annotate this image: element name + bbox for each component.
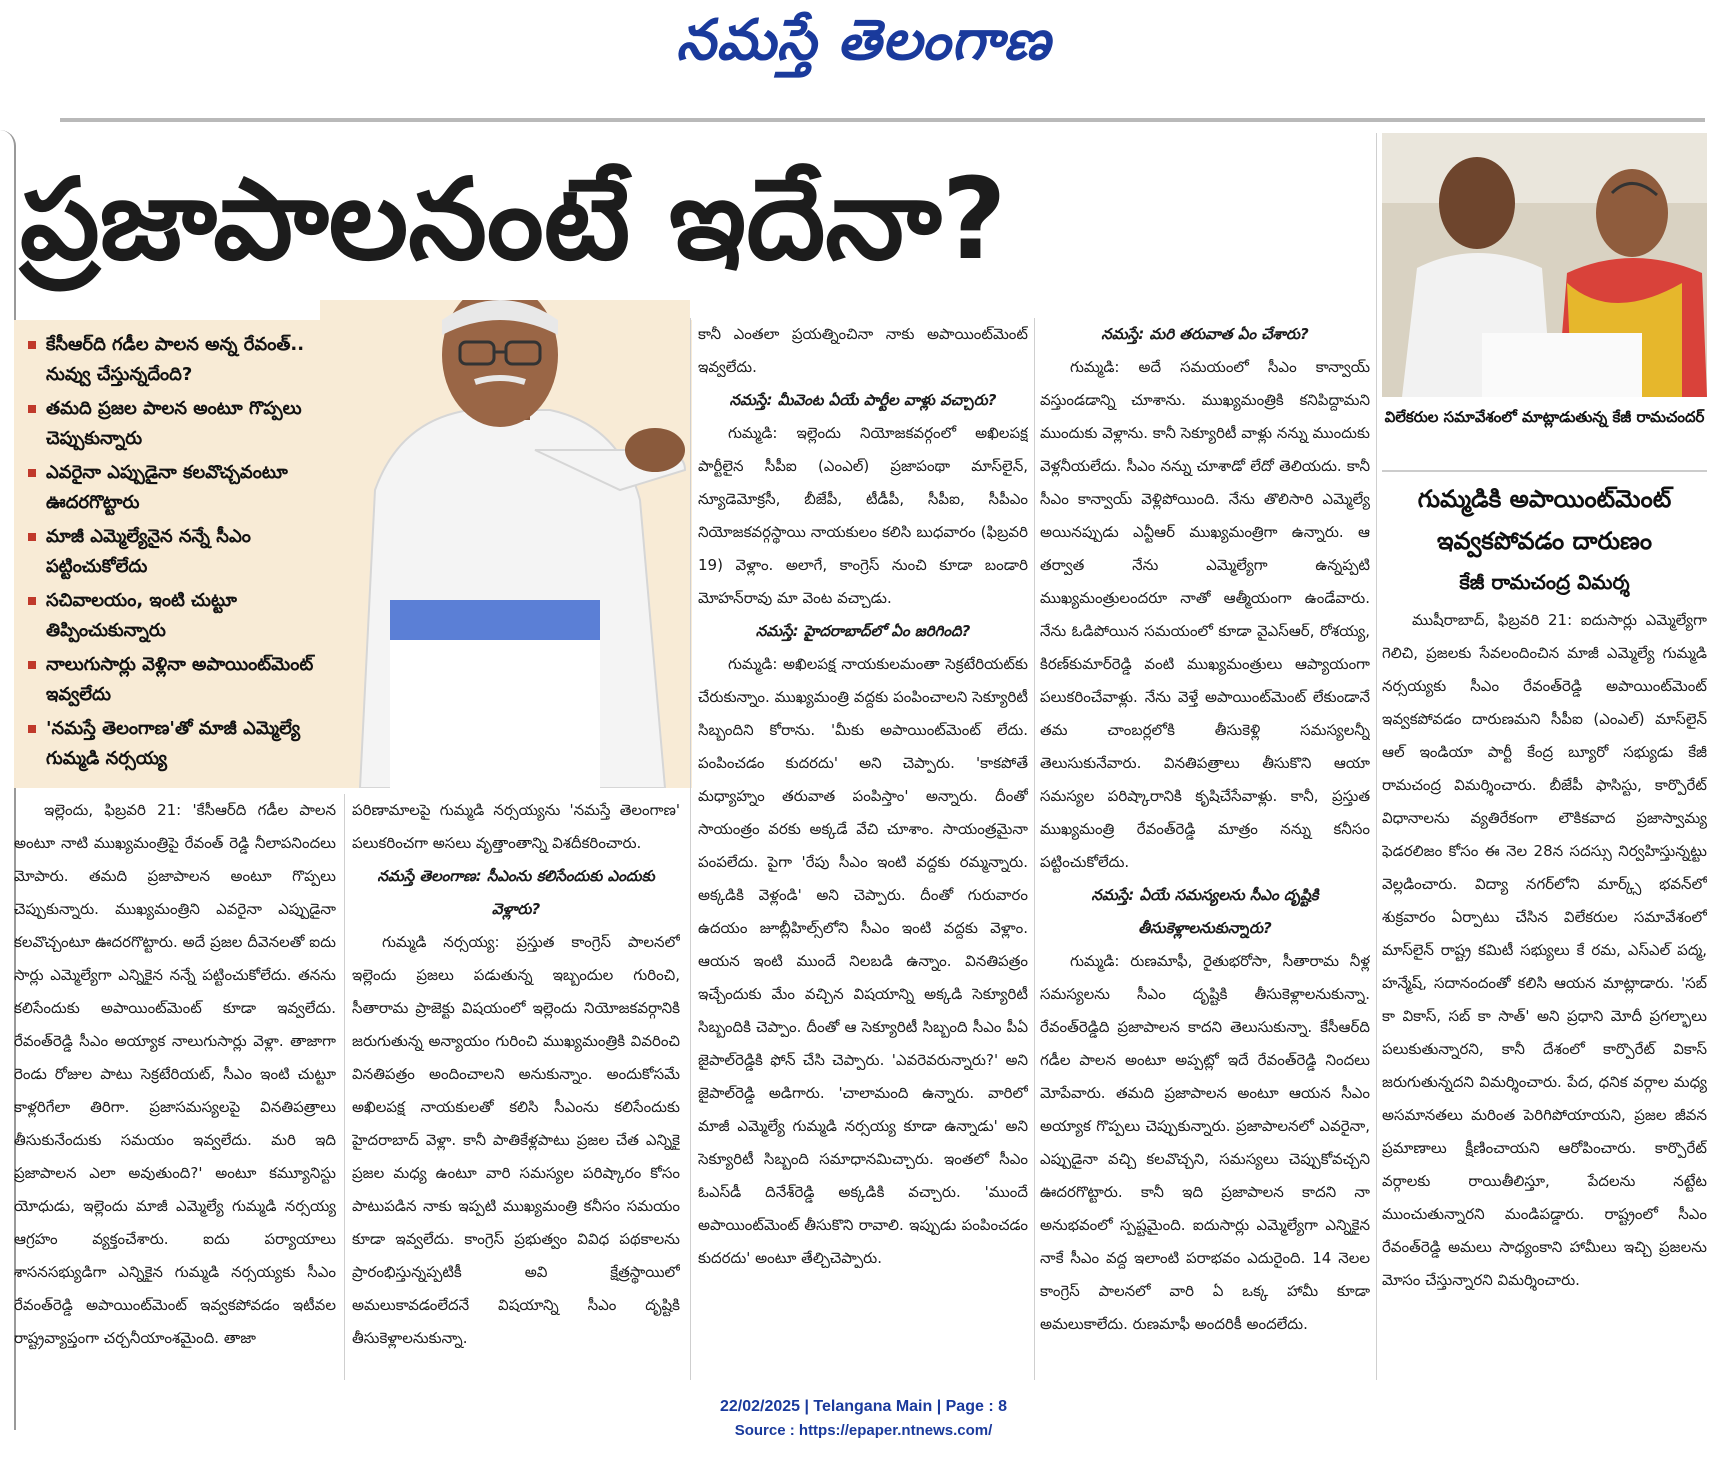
footer-source-link[interactable]: Source : https://epaper.ntnews.com/: [734, 1422, 993, 1439]
interview-answer: గుమ్మడి: అఖిలపక్ష నాయకులమంతా సెక్రటేరియట్‌కు చేరుకున్నాం. ముఖ్యమంత్రి వద్దకు పంపించాలని సెక్యూరిటీ సిబ్బందిని కోరాను. 'మీకు అపాయింట్‌మెంట్‌ లేదు. పంపించడం కుదరదు' అని చెప్పారు. 'కాకపోతే మధ్యాహ్నం తరువాత పంపిస్తాం' అన్నారు. దీంతో సాయంత్రం వరకు అక్కడే వేచి చూశాం. సాయంత్రమైనా పంపలేదు. పైగా 'రేపు సీఎం ఇంటి వద్దకు రమ్మన్నారు. అక్కడికి వెళ్లండి' అని చెప్పారు. దీంతో గురువారం ఉదయం జూబ్లీహిల్స్‌లోని సీఎం ఇంటి వద్దకు వెళ్లాం. ఆయన ఇంటి ముందే నిలబడి ఉన్నాం. వినతిపత్రం ఇచ్చేందుకు మేం వచ్చిన విషయాన్ని అక్కడి సెక్యూరిటీ సిబ్బందికి చెప్పాం. దీంతో ఆ సెక్యూరిటీ సిబ్బంది సీఎం పీఏ జైపాల్‌రెడ్డికి ఫోన్‌ చేసి చెప్పారు. 'ఎవరెవరున్నారు?' అని జైపాల్‌రెడ్డి అడిగారు. 'చాలామంది ఉన్నారు. వారిలో మాజీ ఎమ్మెల్యే గుమ్మడి నర్సయ్య కూడా ఉన్నాడు' అని సెక్యూరిటీ సిబ్బంది సమాధానమిచ్చారు. ఇంతలో సీఎం ఓఎస్‌డీ దినేశ్‌రెడ్డి అక్కడికి వచ్చారు. 'ముందే అపాయింట్‌మెంట్‌ తీసుకొని రావాలి. ఇప్పుడు పంపించడం కుదరదు' అంటూ తేల్చిచెప్పారు.: [698, 655, 1028, 1267]
sidebar-divider: [1382, 470, 1707, 472]
article-column-1: [14, 794, 336, 1355]
photo-caption: విలేకరుల సమావేశంలో మాట్లాడుతున్న కేజీ రామచందర్‌: [1384, 408, 1705, 426]
interview-question: నమస్తే: మరి తరువాత ఏం చేశారు?: [1101, 325, 1309, 343]
interview-question: నమస్తే: ఏయే సమస్యలను సీఎం దృష్టికి తీసుకెళ్లాలనుకున్నారు?: [1091, 886, 1319, 937]
page-headline: ప్రజాపాలనంటే ఇదేనా?: [20, 155, 1007, 285]
interview-answer: గుమ్మడి నర్సయ్య: ప్రస్తుత కాంగ్రెస్‌ పాలనలో ఇల్లెందు ప్రజలు పడుతున్న ఇబ్బందుల గురించి, సీతారామ ప్రాజెక్టు విషయంలో ఇల్లెందు నియోజకవర్గానికి జరుగుతున్న అన్యాయం గురించి ముఖ్యమంత్రికి వివరించి వినతిపత్రం అందించాలని అనుకున్నాం. అందుకోసమే అఖిలపక్ష నాయకులతో కలిసి సీఎంను కలిసేందుకు హైదరాబాద్‌ వెళ్లా. కానీ పాతికేళ్లపాటు ప్రజల చేత ఎన్నికై ప్రజల మధ్య ఉంటూ వారి సమస్యల పరిష్కారం కోసం పాటుపడిన నాకు ఇప్పటి ముఖ్యమంత్రి కనీసం సమయం కూడా ఇవ్వలేదు. కాంగ్రెస్‌ ప్రభుత్వం వివిధ పథకాలను ప్రారంభిస్తున్నప్పటికీ అవి క్షేత్రస్థాయిలో అమలుకావడంలేదనే విషయాన్ని సీఎం దృష్టికి తీసుకెళ్లాలనుకున్నా.: [352, 933, 680, 1347]
interview-answer: గుమ్మడి: రుణమాఫీ, రైతుభరోసా, సీతారామ నీళ్ల సమస్యలను సీఎం దృష్టికి తీసుకెళ్లాలనుకున్నా. రేవంత్‌రెడ్డిది ప్రజాపాలన కాదని తెలుసుకున్నా. కేసీఆర్‌ది గడీల పాలన అంటూ అప్పట్లో ఇదే రేవంత్‌రెడ్డి నిందలు మోపేవారు. తమది ప్రజాపాలన అంటూ ఆయన సీఎం అయ్యాక గొప్పలు చెప్పుకున్నారు. ప్రజాపాలనలో ఎవరైనా, ఎప్పుడైనా వచ్చి కలవొచ్చని, సమస్యలు చెప్పుకోవచ్చని ఊదరగొట్టారు. కానీ ఇది ప్రజాపాలన కాదని నా అనుభవంలో స్పష్టమైంది. ఐదుసార్లు ఎమ్మెల్యేగా ఎన్నికైన నాకే సీఎం వద్ద ఇలాంటి పరాభవం ఎదురైంది. 14 నెలల కాంగ్రెస్‌ పాలనలో వారి ఏ ఒక్క హామీ కూడా అమలుకాలేదు. రుణమాఫీ అందరికీ అందలేదు.: [1040, 952, 1370, 1333]
highlight-item: కేసీఆర్‌ది గడీల పాలన అన్న రేవంత్‌.. నువ్వు చేస్తున్నదేంది?: [28, 330, 328, 390]
highlight-item: సచివాలయం, ఇంటి చుట్టూ తిప్పించుకున్నారు: [28, 586, 328, 646]
column-divider: [1376, 133, 1377, 1380]
article-column-2: [352, 794, 680, 1355]
highlight-item: నాలుగుసార్లు వెళ్లినా అపాయింట్‌మెంట్‌ ఇవ్వలేదు: [28, 650, 328, 710]
interview-answer: గుమ్మడి: ఇల్లెందు నియోజకవర్గంలో అఖిలపక్ష పార్టీలైన సీపీఐ (ఎంఎల్‌) ప్రజాపంథా మాస్‌లైన్‌, న్యూడెమోక్రసీ, బీజేపీ, టీడీపీ, సీపీఐ, సీపీఎం నియోజకవర్గస్థాయి నాయకులం కలిసి బుధవారం (ఫిబ్రవరి 19) వెళ్లాం. అలాగే, కాంగ్రెస్‌ నుంచి కూడా బండారి మోహన్‌రావు మా వెంట వచ్చాడు.: [698, 424, 1028, 607]
sidebar-article: [1382, 604, 1707, 1297]
article-paragraph: పరిణామాలపై గుమ్మడి నర్సయ్యను 'నమస్తే తెలంగాణ' పలుకరించగా అసలు వృత్తాంతాన్ని విశదీకరించారు.: [352, 801, 680, 852]
gummadi-narsaiah-photo: [320, 300, 690, 788]
column-divider: [690, 318, 691, 1380]
highlight-item: ఎవరైనా ఎప్పుడైనా కలవొచ్చవంటూ ఊదరగొట్టారు: [28, 458, 328, 518]
highlights-list: [14, 320, 328, 774]
article-column-3: [698, 318, 1028, 1275]
interview-question: నమస్తే: హైదరాబాద్‌లో ఏం జరిగింది?: [755, 622, 971, 640]
footer-edition-info: 22/02/2025 | Telangana Main | Page : 8: [719, 1398, 1007, 1415]
column-divider: [344, 794, 345, 1380]
article-paragraph: ఇల్లెందు, ఫిబ్రవరి 21: 'కేసీఆర్‌ది గడీల పాలన అంటూ నాటి ముఖ్యమంత్రిపై రేవంత్‌ రెడ్డి నీలాపనిందలు మోపారు. తమది ప్రజాపాలన అంటూ గొప్పలు చెప్పుకున్నారు. ముఖ్యమంత్రిని ఎవరైనా ఎప్పుడైనా కలవొచ్చంటూ ఊదరగొట్టారు. అదే ప్రజల దీవెనలతో ఐదు సార్లు ఎమ్మెల్యేగా ఎన్నికైన నన్నే పట్టించుకోలేదు. తనను కలిసేందుకు అపాయింట్‌మెంట్‌ కూడా ఇవ్వలేదు. రేవంత్‌రెడ్డి సీఎం అయ్యాక నాలుగుసార్లు వెళ్లా. తాజాగా రెండు రోజుల పాటు సెక్రటేరియట్‌, సీఎం ఇంటి చుట్టూ కాళ్లరిగేలా తిరిగా. ప్రజాసమస్యలపై వినతిపత్రాలు తీసుకునేందుకు సమయం ఇవ్వలేదు. మరి ఇది ప్రజాపాలన ఎలా అవుతుంది?' అంటూ కమ్యూనిస్టు యోధుడు, ఇల్లెందు మాజీ ఎమ్మెల్యే గుమ్మడి నర్సయ్య ఆగ్రహం వ్యక్తంచేశారు. ఐదు పర్యాయాలు శాసనసభ్యుడిగా ఎన్నికైన గుమ్మడి నర్సయ్యకు సీఎం రేవంత్‌రెడ్డి అపాయింట్‌మెంట్‌ ఇవ్వకపోవడం ఇటీవల రాష్ట్రవ్యాప్తంగా చర్చనీయాంశమైంది. తాజా: [14, 801, 336, 1347]
highlight-item: తమది ప్రజల పాలన అంటూ గొప్పలు చెప్పుకున్నారు: [28, 394, 328, 454]
highlight-item: మాజీ ఎమ్మెల్యేనైన నన్నే సీఎం పట్టించుకోలేదు: [28, 522, 328, 582]
article-paragraph: కానీ ఎంతలా ప్రయత్నించినా నాకు అపాయింట్‌మెంట్‌ ఇవ్వలేదు.: [698, 325, 1028, 376]
article-column-4: [1040, 318, 1370, 1341]
highlight-item: 'నమస్తే తెలంగాణ'తో మాజీ ఎమ్మెల్యే గుమ్మడి నర్సయ్య: [28, 714, 328, 774]
interview-answer: గుమ్మడి: అదే సమయంలో సీఎం కాన్వాయ్‌ వస్తుండడాన్ని చూశాను. ముఖ్యమంత్రికి కనిపిద్దామని ముందుకు వెళ్లాను. కానీ సెక్యూరిటీ వాళ్లు నన్ను ముందుకు వెళ్లనీయలేదు. సీఎం నన్ను చూశాడో లేదో తెలియదు. కానీ సీఎం కాన్వాయ్‌ వెళ్లిపోయింది. నేను తొలిసారి ఎమ్మెల్యే అయినప్పుడు ఎన్టీఆర్‌ ముఖ్యమంత్రిగా ఉన్నారు. ఆ తర్వాత నేను ఎమ్మెల్యేగా ఉన్నప్పటి ముఖ్యమంత్రులందరూ నాతో ఆత్మీయంగా ఉండేవారు. నేను ఓడిపోయిన సమయంలో కూడా వైఎస్‌ఆర్‌, రోశయ్య, కిరణ్‌కుమార్‌రెడ్డి వంటి ముఖ్యమంత్రులు ఆప్యాయంగా పలుకరించేవాళ్లు. నేను వెళ్తే అపాయింట్‌మెంట్‌ లేకుండానే తమ చాంబర్లలోకి తీసుకెళ్లి సమస్యలన్నీ తెలుసుకునేవారు. వినతిపత్రాలు తీసుకొని ఆయా సమస్యల పరిష్కారానికి కృషిచేసేవాళ్లు. కానీ, ప్రస్తుత ముఖ్యమంత్రి రేవంత్‌రెడ్డి మాత్రం నన్ను కనీసం పట్టించుకోలేదు.: [1040, 358, 1370, 871]
sidebar-byline: కేజీ రామచంద్ర విమర్శ: [1459, 570, 1630, 594]
sidebar-headline: గుమ్మడికి అపాయింట్‌మెంట్‌ ఇవ్వకపోవడం దారుణం: [1417, 485, 1672, 555]
interview-question: నమస్తే: మీవెంట ఏయే పార్టీల వాళ్లు వచ్చారు?: [729, 391, 997, 409]
masthead-logo: నమస్తే తెలంగాణ: [676, 8, 1051, 73]
interview-question: నమస్తే తెలంగాణ: సీఎంను కలిసేందుకు ఎందుకు వెళ్లారు?: [377, 867, 655, 918]
column-divider: [1034, 318, 1035, 1380]
sidebar-paragraph: ముషీరాబాద్‌, ఫిబ్రవరి 21: ఐదుసార్లు ఎమ్మెల్యేగా గెలిచి, ప్రజలకు సేవలందించిన మాజీ ఎమ్మెల్యే గుమ్మడి నర్సయ్యకు సీఎం రేవంత్‌రెడ్డి అపాయింట్‌మెంట్‌ ఇవ్వకపోవడం దారుణమని సీపీఐ (ఎంఎల్‌) మాస్‌లైన్‌ ఆల్‌ ఇండియా పార్టీ కేంద్ర బ్యూరో సభ్యుడు కేజీ రామచంద్ర విమర్శించారు. బీజేపీ ఫాసిస్టు, కార్పొరేట్‌ విధానాలను వ్యతిరేకంగా లౌకికవాద ప్రజాస్వామ్య ఫెడరలిజం కోసం ఈ నెల 28న సదస్సు నిర్వహిస్తున్నట్టు వెల్లడించారు. విద్యా నగర్‌లోని మార్క్స్‌ భవన్‌లో శుక్రవారం ఏర్పాటు చేసిన విలేకరుల సమావేశంలో మాస్‌లైన్‌ రాష్ట్ర కమిటీ సభ్యులు కే రమ, ఎస్‌ఎల్‌ పద్మ, హన్మేష్‌, సదానందంతో కలిసి ఆయన మాట్లాడారు. 'సబ్‌ కా వికాస్‌, సబ్‌ కా సాత్‌' అని ప్రధాని మోదీ ప్రగల్భాలు పలుకుతున్నారని, కానీ దేశంలో కార్పొరేట్‌ వికాస్‌ జరుగుతున్నదని విమర్శించారు. పేద, ధనిక వర్గాల మధ్య అసమానతలు మరింత పెరిగిపోయాయని, ప్రజల జీవన ప్రమాణాలు క్షీణించాయని ఆరోపించారు. కార్పొరేట్‌ వర్గాలకు రాయితీలిస్తూ, పేదలను నట్టేట ముంచుతున్నారని మండిపడ్డారు. రాష్ట్రంలో సీఎం రేవంత్‌రెడ్డి అమలు సాధ్యంకాని హామీలు ఇచ్చి ప్రజలను మోసం చేస్తున్నారని విమర్శించారు.: [1382, 611, 1707, 1289]
masthead-divider: [60, 118, 1705, 122]
press-meet-photo: [1382, 133, 1707, 397]
